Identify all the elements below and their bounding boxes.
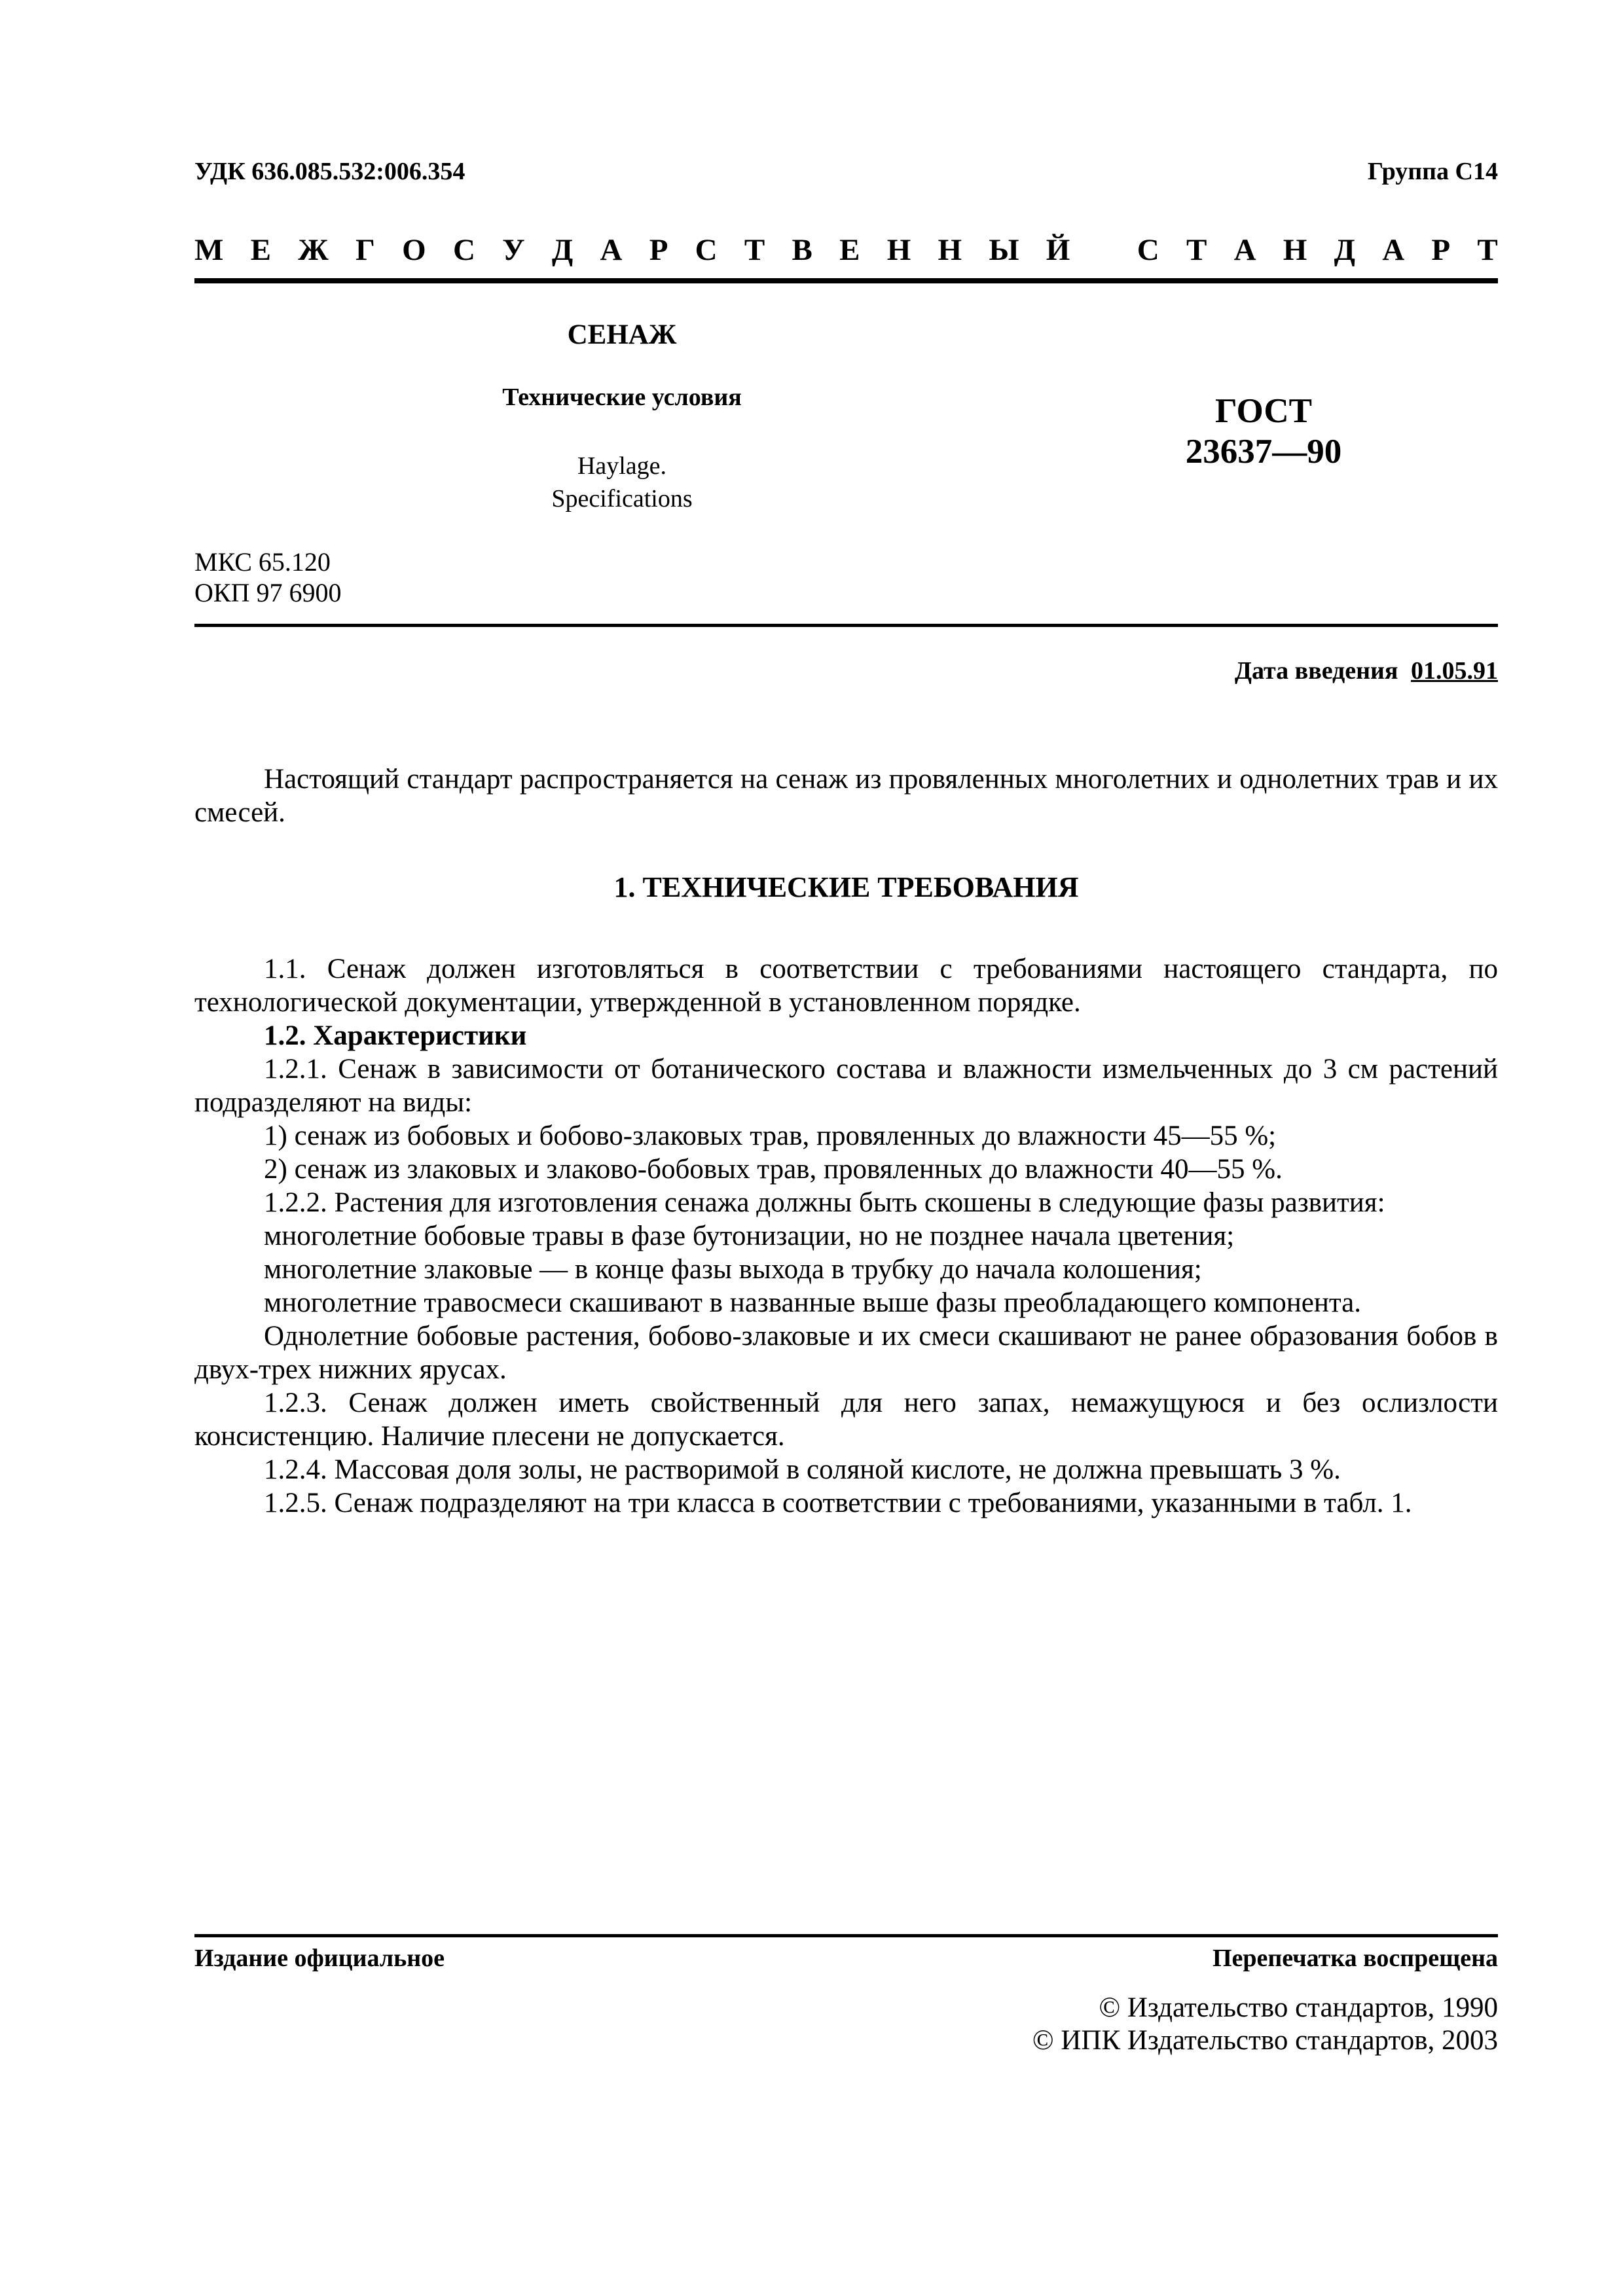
heading-letter: Т — [744, 233, 765, 267]
heading-letter: Д — [1334, 233, 1355, 267]
heading-letter: М — [194, 233, 224, 267]
heading-letter: О — [402, 233, 426, 267]
heading-letter: А — [1382, 233, 1405, 267]
clause-1-1: 1.1. Сенаж должен изготовляться в соответствии с требованиями настоящего стандарта, по технологической документации, утвержденной в установленном порядке. — [194, 954, 1498, 1018]
heading-letter: Н — [1283, 233, 1307, 267]
list-item: 2) сенаж из злаковых и злаково-бобовых трав, провяленных до влажности 40—55 %. — [264, 1154, 1283, 1185]
official-edition: Издание официальное — [194, 1945, 445, 1972]
heading-letter: А — [600, 233, 623, 267]
heading-letter: Р — [1431, 233, 1451, 267]
clause-1-2-5: 1.2.5. Сенаж подразделяют на три класса в соответствии с требованиями, указанными в табл. 1. — [264, 1488, 1412, 1518]
heading-letter: Й — [1046, 233, 1070, 267]
okp-code: ОКП 97 6900 — [194, 578, 342, 607]
document-subtitle: Технические условия — [502, 384, 742, 411]
heading-letter: С — [452, 233, 475, 267]
heading-letter: Ы — [989, 233, 1019, 267]
heading-letter: Д — [551, 233, 574, 267]
document-title: СЕНАЖ — [567, 319, 677, 350]
copyright-line-2: © ИПК Издательство стандартов, 2003 — [1032, 2025, 1498, 2056]
heading-letter: Р — [649, 233, 668, 267]
mks-code: МКС 65.120 — [194, 547, 331, 577]
heading-letter: Т — [1477, 233, 1498, 267]
intro-date-value: 01.05.91 — [1411, 657, 1498, 685]
annual-plants-paragraph: Однолетние бобовые растения, бобово-злаковые и их смеси скашивают не ранее образования бобов в двух-трех нижних ярусах. — [194, 1321, 1498, 1385]
gost-label: ГОСТ — [1215, 392, 1312, 430]
heading-letter: Е — [839, 233, 860, 267]
clause-1-2-heading: 1.2. Характеристики — [264, 1020, 527, 1051]
phase-item: многолетние травосмеси скашивают в названные выше фазы преобладающего компонента. — [264, 1287, 1361, 1318]
section-body — [194, 952, 1498, 1520]
copyright-line-1: © Издательство стандартов, 1990 — [1099, 1992, 1498, 2023]
intro-date — [1235, 656, 1498, 685]
heading-letter: А — [1233, 233, 1256, 267]
phase-item: многолетние злаковые — в конце фазы выхода в трубку до начала колошения; — [264, 1254, 1202, 1285]
section-heading: 1. ТЕХНИЧЕСКИЕ ТРЕБОВАНИЯ — [613, 871, 1079, 903]
scope-block — [194, 762, 1498, 829]
clause-1-2-3: 1.2.3. Сенаж должен иметь свойственный для него запах, немажущуюся и без ослизлости консистенцию. Наличие плесени не допускается. — [194, 1388, 1498, 1452]
intro-date-label: Дата введения — [1234, 657, 1398, 685]
heading-letter: В — [792, 233, 812, 267]
clause-1-2-4: 1.2.4. Массовая доля золы, не растворимой в соляной кислоте, не должна превышать 3 %. — [264, 1454, 1341, 1485]
heading-letter: Г — [355, 233, 375, 267]
heading-letter — [1097, 232, 1110, 268]
heading-letter: Н — [938, 233, 962, 267]
reprint-notice: Перепечатка воспрещена — [1212, 1945, 1498, 1972]
footer-rule — [194, 1934, 1498, 1937]
group-code: Группа С14 — [1367, 158, 1498, 185]
heading-letter: Т — [1186, 233, 1207, 267]
list-item: 1) сенаж из бобовых и бобово-злаковых трав, провяленных до влажности 45—55 %; — [264, 1121, 1277, 1151]
heading-letter: У — [502, 233, 525, 267]
udk-code: УДК 636.085.532:006.354 — [194, 158, 465, 185]
english-title-line2: Specifications — [551, 485, 693, 512]
heading-letter: С — [695, 233, 718, 267]
heading-letter: Ж — [298, 233, 329, 267]
heading-letter: С — [1137, 233, 1159, 267]
heading-letter: Е — [250, 233, 271, 267]
title-block-rule — [194, 624, 1498, 627]
heading-letter: Н — [886, 233, 911, 267]
heading-rule — [194, 278, 1498, 283]
clause-1-2-1: 1.2.1. Сенаж в зависимости от ботанического состава и влажности измельченных до 3 см растений подразделяют на виды: — [194, 1054, 1498, 1118]
scope-paragraph: Настоящий стандарт распространяется на сенаж из провяленных многолетних и однолетних трав и их смесей. — [194, 764, 1498, 828]
gost-number: 23637—90 — [1185, 433, 1342, 471]
standard-type-heading — [194, 232, 1498, 268]
clause-1-2-2: 1.2.2. Растения для изготовления сенажа должны быть скошены в следующие фазы развития: — [264, 1187, 1385, 1218]
english-title-line1: Haylage. — [577, 452, 667, 480]
phase-item: многолетние бобовые травы в фазе бутонизации, но не позднее начала цветения; — [264, 1221, 1235, 1251]
